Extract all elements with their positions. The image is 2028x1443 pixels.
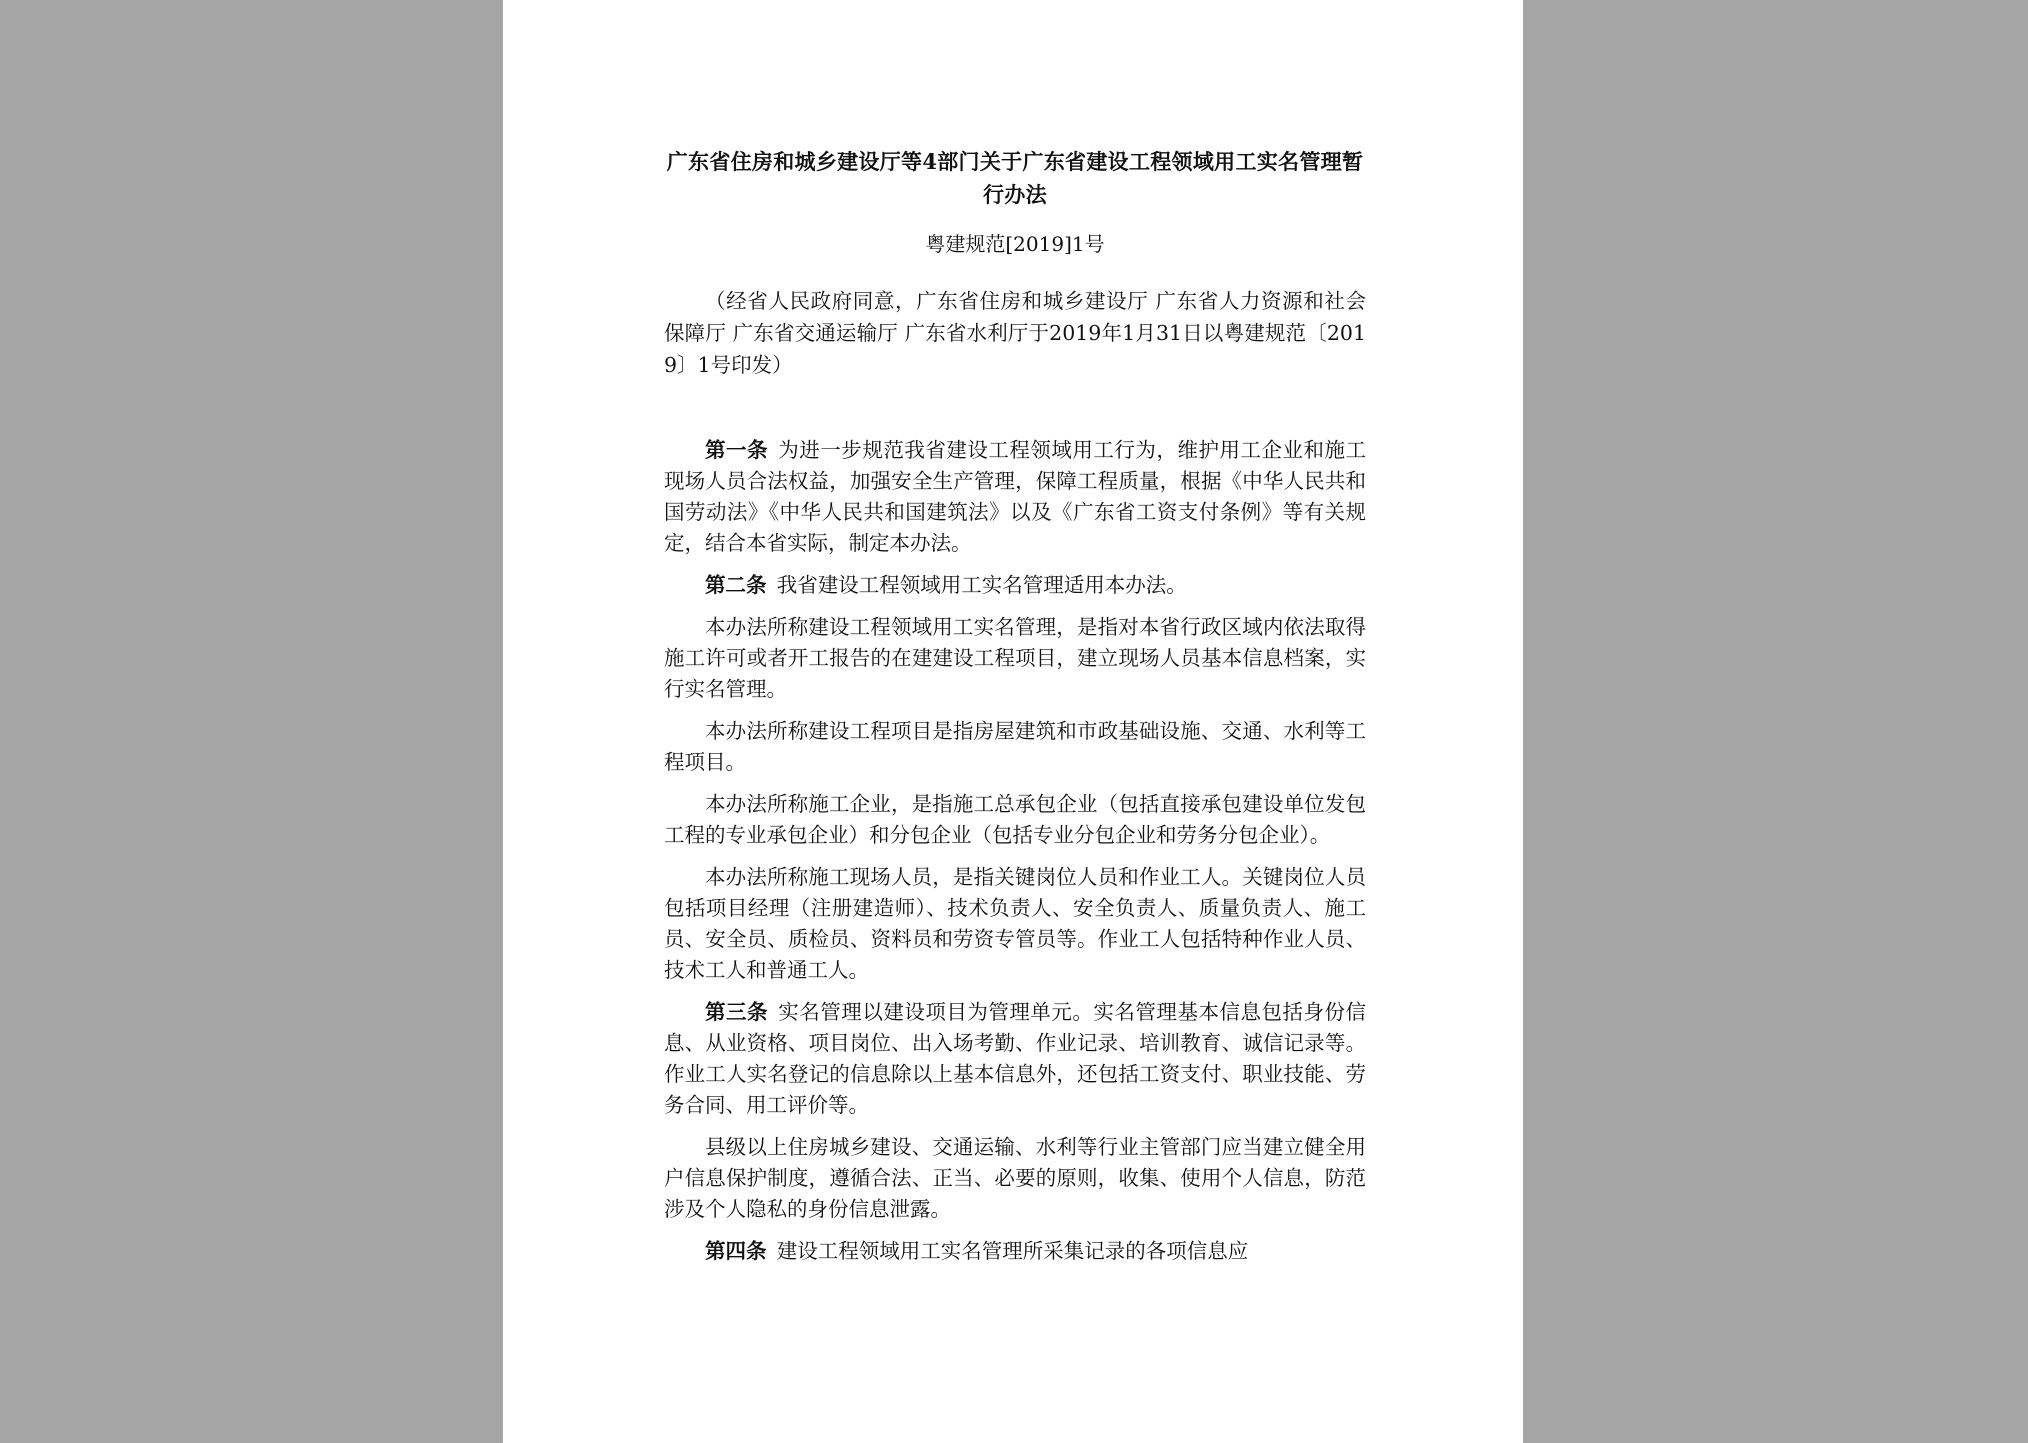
paragraph [664,1132,1366,1225]
issuance-note: （经省人民政府同意，广东省住房和城乡建设厅 广东省人力资源和社会保障厅 广东省交通运输厅 广东省水利厅于2019年1月31日以粤建规范〔2019〕1号印发） [664,289,1366,377]
paragraph [664,435,1366,559]
paragraph-text: 建设工程领域用工实名管理所采集记录的各项信息应 [776,1239,1249,1263]
paragraph-text: 县级以上住房城乡建设、交通运输、水利等行业主管部门应当建立健全用户信息保护制度，遵循合法、正当、必要的原则，收集、使用个人信息，防范涉及个人隐私的身份信息泄露。 [664,1135,1366,1221]
paragraph [664,1236,1366,1267]
paragraph [664,612,1366,705]
paragraph-text: 本办法所称施工企业，是指施工总承包企业（包括直接承包建设单位发包工程的专业承包企业）和分包企业（包括专业分包企业和劳务分包企业）。 [664,792,1366,847]
document-number: 粤建规范[2019]1号 [925,232,1105,256]
paragraph [664,570,1366,601]
paragraph [664,789,1366,851]
article-label: 第三条 [705,1000,769,1024]
document-title: 广东省住房和城乡建设厅等4部门关于广东省建设工程领域用工实名管理暂行办法 [666,149,1364,207]
article-label: 第四条 [705,1239,767,1263]
document-page [503,0,1523,1443]
paragraph-text: 本办法所称施工现场人员，是指关键岗位人员和作业工人。关键岗位人员包括项目经理（注册建造师）、技术负责人、安全负责人、质量负责人、施工员、安全员、质检员、资料员和劳资专管员等。作业工人包括特种作业人员、技术工人和普通工人。 [664,865,1366,982]
paragraph-text: 本办法所称建设工程领域用工实名管理，是指对本省行政区域内依法取得施工许可或者开工报告的在建建设工程项目，建立现场人员基本信息档案，实行实名管理。 [664,615,1366,701]
paragraph-text: 我省建设工程领域用工实名管理适用本办法。 [776,573,1187,597]
paragraph [664,862,1366,986]
paragraph [664,716,1366,778]
paragraph-text: 本办法所称建设工程项目是指房屋建筑和市政基础设施、交通、水利等工程项目。 [664,719,1366,774]
articles-body [664,435,1366,1267]
page-content [664,145,1366,1278]
paragraph [664,997,1366,1121]
paragraph-text: 为进一步规范我省建设工程领域用工行为，维护用工企业和施工现场人员合法权益，加强安全生产管理，保障工程质量，根据《中华人民共和国劳动法》《中华人民共和国建筑法》以及《广东省工资支付条例》等有关规定，结合本省实际，制定本办法。 [664,438,1367,555]
article-label: 第二条 [705,573,767,597]
paragraph-text: 实名管理以建设项目为管理单元。实名管理基本信息包括身份信息、从业资格、项目岗位、出入场考勤、作业记录、培训教育、诚信记录等。作业工人实名登记的信息除以上基本信息外，还包括工资支付、职业技能、劳务合同、用工评价等。 [664,1000,1367,1117]
article-label: 第一条 [705,438,769,462]
